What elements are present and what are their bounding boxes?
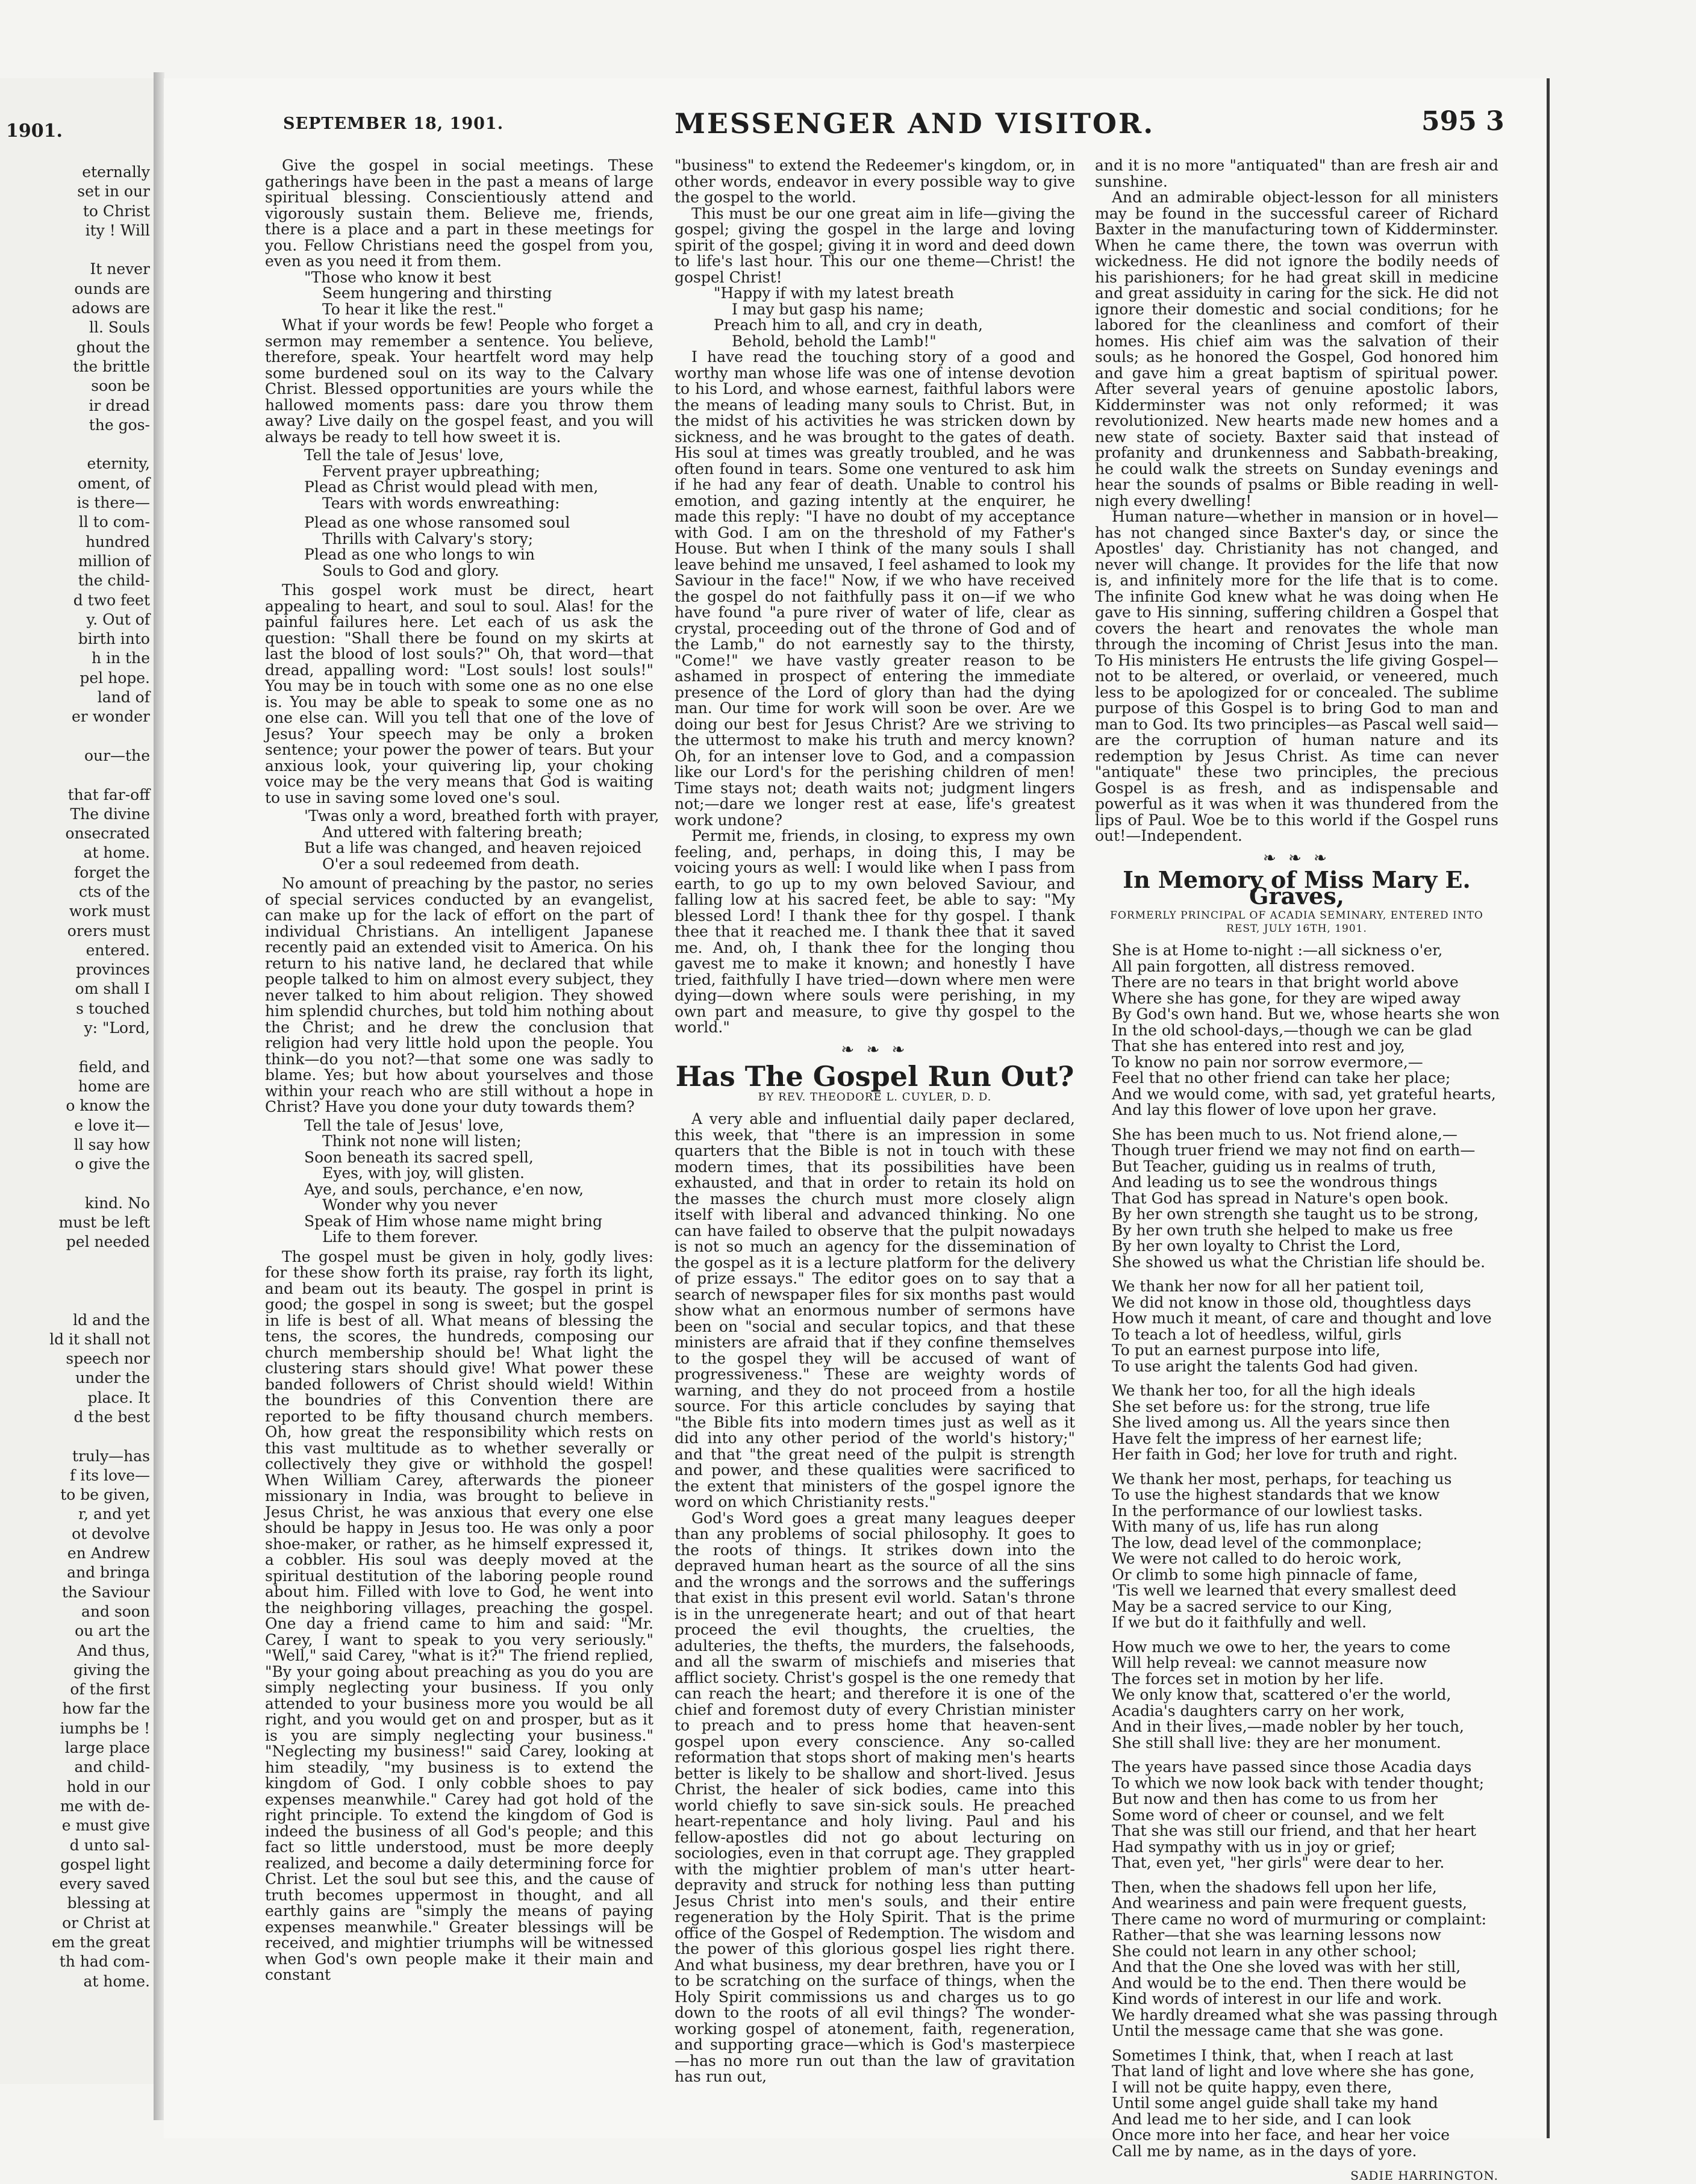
adjacent-text-line: and bringa	[67, 1564, 150, 1582]
adjacent-text-line: ld and the	[73, 1311, 150, 1329]
verse	[265, 270, 653, 318]
column-1	[265, 157, 659, 1983]
adjacent-text-line: giving the	[73, 1661, 150, 1679]
verse-line: With many of us, life has run along	[1112, 1518, 1379, 1535]
verse-line: Then, when the shadows fell upon her life,	[1112, 1878, 1437, 1896]
adjacent-text-line	[49, 240, 150, 260]
adjacent-text-line: under the	[75, 1369, 150, 1387]
paragraph: This must be our one great aim in life—giving the gospel; giving the gospel in the large and loving spirit of the gospel; giving it in word and deed down to life's last hour. This our one theme—Christ! the gospel Christ!	[675, 204, 1075, 286]
adjacent-text-line: It never	[90, 260, 150, 278]
ornament: ❧ ❧ ❧	[841, 1040, 909, 1059]
stanza	[1095, 1880, 1498, 2039]
verse-line: The years have passed since those Acadia days	[1112, 1758, 1472, 1776]
verse-line: "Those who know it best	[304, 268, 491, 286]
adjacent-text-line	[49, 1291, 150, 1310]
adjacent-text-line: that far-off	[67, 785, 150, 803]
adjacent-text-line: gospel light	[60, 1855, 150, 1873]
adjacent-text-line: d two feet	[73, 591, 150, 609]
poem-signature: SADIE HARRINGTON.	[1350, 2168, 1498, 2183]
verse-line: Once more into her face, and hear her voice	[1112, 2126, 1450, 2144]
adjacent-text-line: onsecrated	[65, 825, 150, 843]
adjacent-text-line: y: "Lord,	[84, 1019, 150, 1037]
paragraph: And an admirable object-lesson for all ministers may be found in the successful career of Richard Baxter in the manufacturing town of Kidderminster. When he came there, the town was overrun with wickedness. He did not ignore the bodily needs of his parishioners; for he had great skill in medicine and great assiduity in caring for the sick. He did not ignore their domestic and social conditions; for he labored for the cleanliness and comfort of their homes. His chief aim was the salvation of their souls; as he honored the Gospel, God honored him and gave him a great baptism of spiritual power. After several years of genuine apostolic labors, Kidderminster was not only reformed; it was revolutionized. New hearts made new homes and a new state of society. Baxter said that instead of profanity and drunkenness and Sabbath-breaking, he could walk the streets on Sunday evenings and hear the sounds of psalms or Bible reading in well-nigh every dwelling!	[1095, 189, 1498, 510]
adjacent-text-line: our—the	[84, 746, 150, 764]
adjacent-text-line: th had com-	[59, 1953, 150, 1971]
adjacent-text-line: how far the	[62, 1700, 150, 1718]
adjacent-text-line: ot devolve	[72, 1524, 150, 1543]
verse-line: Had sympathy with us in joy or grief;	[1112, 1838, 1396, 1856]
article-byline: BY REV. THEODORE L. CUYLER, D. D.	[758, 1090, 992, 1103]
verse-line: That she was still our friend, and that her heart	[1112, 1822, 1476, 1839]
adjacent-text-line: to be given,	[60, 1486, 150, 1504]
paragraph: God's Word goes a great many leagues deeper than any problems of social philosophy. It goes to the roots of things. It strikes down into the depraved human heart as the source of all the sins and the wrongs and the sorrows and the sufferings that exist in this present evil world. Satan's throne is in the unregenerate heart; and out of that heart proceed the evil thoughts, the cruelties, the adulteries, the thefts, the murders, the falsehoods, and all the swarm of mischiefs and miseries that afflict society. Christ's gospel is the one remedy that can reach the heart; and therefore it is one of the chief and foremost duty of every Christian minister to preach and to press home that heaven-sent gospel upon every conscience. Any so-called reformation that stops short of making men's hearts better is likely to be shallow and short-lived. Jesus Christ, the healer of sick bodies, came into this world chiefly to save sin-sick souls. He preached heart-repentance and holy living. Paul and his fellow-apostles did not go about lecturing on sociologies, even in that corrupt age. They grappled with the mightier problem of man's utter heart-depravity and struck for nothing less than putting Jesus Christ into men's souls, and their entire regeneration by the Holy Spirit. That is the prime office of the Gospel of Redemption. The wisdom and the power of this glorious gospel lies right there. And what business, my dear brethren, have you or I to be scratching on the surface of things, when the Holy Spirit commissions us and charges us to go down to the roots of all evil things? The wonder-working gospel of atonement, faith, regeneration, and supporting grace—which is God's masterpiece—has no more run out than the law of gravitation has run out,	[675, 1509, 1075, 2085]
verse-line: We thank her too, for all the high ideals	[1112, 1382, 1416, 1399]
adjacent-text-line: eternity,	[87, 455, 150, 473]
paragraph: Permit me, friends, in closing, to express my own feeling, and, perhaps, in doing this, I may be voicing yours as well: I would like when I pass from earth, to go up to my own beloved Saviour, and falling low at his sacred feet, be able to say: "My blessed Lord! I thank thee for thy gospel. I thank thee that it reached me. I thank thee that it saved me. And, oh, I thank thee for the longing thou gavest me to make it known; and honestly I have tried, faithfully I have tried—down where men were dying—down where souls were perishing, in my own part and measure, to give thy gospel to the world."	[675, 827, 1075, 1036]
adjacent-text-line: o know the	[66, 1097, 150, 1115]
verse-line: And leading us to see the wondrous things	[1112, 1173, 1438, 1191]
verse-line: And we would come, with sad, yet grateful hearts,	[1112, 1085, 1496, 1103]
adjacent-text-line	[49, 766, 150, 785]
verse-line: How much it meant, of care and thought and love	[1112, 1309, 1492, 1327]
paragraph: Give the gospel in social meetings. These gatherings have been in the past a means of large spiritual blessing. Conscientiously attend and vigorously sustain them. Believe me, friends, there is a place and a part in these meetings for you. Fellow Christians need the gospel from you, even as you need it from them.	[265, 157, 653, 270]
verse-line: And weariness and pain were frequent guests,	[1112, 1894, 1467, 1912]
adjacent-text-line: The divine	[70, 805, 150, 823]
verse-line: Acadia's daughters carry on her work,	[1112, 1702, 1405, 1720]
adjacent-text-line: of the first	[70, 1680, 150, 1699]
adjacent-text-line: truly—has	[72, 1447, 150, 1465]
paragraph: I have read the touching story of a good and worthy man whose life was one of intense devotion to his Lord, and whose earnest, faithful labors were the means of leading many souls to Christ. But, in the midst of his activities he was stricken down by sickness, and he was brought to the gates of death. His soul at times was greatly troubled, and he was often found in tears. Some one ventured to ask him if he had any fear of death. Unable to control his emotion, and gazing intently at the enquirer, he made this reply: "I have no doubt of my acceptance with God. I am on the threshold of my Father's House. But when I think of the many souls I shall leave behind me unsaved, I feel ashamed to look my Saviour in the face!" Now, if we who have received the gospel do not faithfully pass it on—if we who have found "a pure river of water of life, clear as crystal, proceeding out of the throne of God and of the Lamb," do not earnestly say to the thirsty, "Come!" we have vastly greater reason to be ashamed in prospect of entering the immediate presence of the Lord of glory than had the dying man. Our time for work will soon be over. Are we doing our best for Jesus Christ? Are we striving to the uttermost to make his truth and mercy known? Oh, for an intenser love to God, and a compassion like our Lord's for the perishing children of men! Time stays not; death waits not; judgment lingers not;—dare we longer rest at ease, life's greatest work undone?	[675, 348, 1075, 829]
verse-line: Though truer friend we may not find on earth—	[1112, 1141, 1476, 1159]
paragraph: The gospel must be given in holy, godly lives: for these show forth its praise, ray forth its light, and beam out its beauty. The gospel in print is good; the gospel in song is sweet; but the gospel in life is best of all. What means of blessing the tens, the scores, the hundreds, composing our church membership should be! What light the clustering stars should give! What power these banded followers of Christ should wield! Within the boundries of this Convention there are reported to be fifty thousand church members. Oh, how great the responsibility which rests on this vast multitude as to whether severally or collectively they give or withhold the gospel! When William Carey, afterwards the pioneer missionary in India, was brought to believe in Jesus Christ, he was anxious that every one else should be happy in Jesus too. He was only a poor shoe-maker, or rather, as he himself expressed it, a cobbler. His soul was deeply moved at the spiritual destitution of the laboring people round about him. Filled with love to God, he went into the neighboring villages, preaching the gospel. One day a friend came to him and said: "Mr. Carey, I want to speak to you very seriously." "Well," said Carey, "what is it?" The friend replied, "By your going about preaching as you do you are simply neglecting your business. If you only attended to your business more you would be all right, and you would get on and prosper, but as it is you are simply neglecting your business." "Neglecting my business!" said Carey, looking at him steadily, "my business is to extend the kingdom of God. I only cobble shoes to pay expenses meanwhile." Carey had got hold of the right principle. To extend the kingdom of God is indeed the business of all God's people; and this fact so little understood, must be more deeply realized, and become a daily determining force for Christ. Let the soul but see this, and the cause of truth becomes uppermost in thought, and all earthly gains are "simply the means of paying expenses meanwhile." Greater blessings will be received, and mightier triumphs will be witnessed when God's own people make it their main and constant	[265, 1247, 653, 1983]
verse-line: And would be to the end. Then there would be	[1112, 1974, 1467, 1992]
header-date: SEPTEMBER 18, 1901.	[283, 114, 504, 133]
adjacent-text-line: must be left	[58, 1214, 150, 1232]
verse-line: There came no word of murmuring or complaint:	[1112, 1910, 1487, 1928]
verse-line: Kind words of interest in our life and work.	[1112, 1990, 1442, 2008]
verse-line: We hardly dreamed what she was passing through	[1112, 2006, 1498, 2024]
adjacent-text-line: home are	[78, 1077, 150, 1095]
paragraph: No amount of preaching by the pastor, no series of special services conducted by an evangelist, can make up for the lack of effort on the part of individual Christians. An intelligent Japanese recently paid an extended visit to America. On his return to his native land, he declared that while people talked to him on almost every subject, they never talked to him about religion. They showed him splendid churches, but told him nothing about the Christ; and he drew the conclusion that religion had very little hold upon the people. You think—do you not?—that some one was sadly to blame. Yes; but how about yourselves and those within your reach who are still without a hope in Christ? Have you done your duty towards them?	[265, 875, 653, 1115]
adjacent-text-line: field, and	[78, 1058, 150, 1076]
adjacent-text-line: pel hope.	[80, 669, 150, 687]
adjacent-text-line: adows are	[72, 299, 150, 317]
adjacent-text-line: iumphs be !	[60, 1719, 150, 1737]
adjacent-text-line: every saved	[59, 1875, 150, 1893]
verse-line: Speak of Him whose name might bring	[304, 1212, 603, 1230]
verse-line: There are no tears in that bright world above	[1112, 973, 1459, 991]
adjacent-text-line: em the great	[51, 1933, 150, 1952]
adjacent-text-line	[49, 1174, 150, 1193]
verse-line: Feel that no other friend can take her place;	[1112, 1069, 1451, 1087]
adjacent-text-line: eternally	[82, 163, 150, 181]
adjacent-text-line: the gos-	[89, 416, 150, 434]
verse-line: Plead as one whose ransomed soul	[304, 514, 570, 531]
verse-line: And in their lives,—made nobler by her touch,	[1112, 1718, 1464, 1735]
adjacent-text-line: set in our	[77, 183, 150, 201]
adjacent-text-line: e love it—	[74, 1116, 150, 1134]
adjacent-text-line	[49, 1427, 150, 1446]
column-3	[1095, 158, 1498, 2184]
verse-line: "Happy if with my latest breath	[714, 284, 955, 302]
paragraph: This gospel work must be direct, heart appealing to heart, and soul to soul. Alas! for the painful failures here. Let each of us ask the question: "Shall there be found on my skirts at last the blood of lost souls?" Oh, that word—that dread, appalling word: "Lost souls! lost souls!" You may be in touch with some one as no one else is. You may be able to speak to some one as no one else can. Will you tell that one of the love of Jesus? Your speech may be only a broken sentence; your power the power of tears. But your anxious look, your quivering lip, your choking voice may be the very means that God is waiting to use in saving some loved one's soul.	[265, 581, 653, 807]
verse	[265, 807, 659, 873]
verse-line: And lead me to her side, and I can look	[1112, 2110, 1411, 2128]
adjacent-text-line: d unto sal-	[69, 1836, 150, 1854]
verse-line: She lived among us. All the years since then	[1112, 1414, 1450, 1431]
verse-line: That, even yet, "her girls" were dear to her.	[1112, 1854, 1445, 1871]
adjacent-text-line: ou art the	[75, 1622, 150, 1640]
verse-line: May be a sacred service to our King,	[1112, 1597, 1392, 1615]
verse-line: To which we now look back with tender thought;	[1112, 1774, 1485, 1792]
adjacent-text-line: s touched	[76, 999, 150, 1017]
adjacent-text-line: and child-	[74, 1758, 150, 1776]
stanza	[1095, 1471, 1498, 1631]
adjacent-text-line: en Andrew	[67, 1544, 150, 1562]
stanza	[1095, 1640, 1498, 1752]
verse-line: We were not called to do heroic work,	[1112, 1550, 1402, 1567]
verse-line: How much we owe to her, the years to come	[1112, 1638, 1451, 1656]
poem-subheading: FORMERLY PRINCIPAL OF ACADIA SEMINARY, ENTERED INTO REST, JULY 16TH, 1901.	[1110, 909, 1483, 935]
adjacent-text-line: and soon	[81, 1602, 150, 1620]
adjacent-text-line: work must	[69, 902, 150, 920]
verse-line: Aye, and souls, perchance, e'en now,	[304, 1180, 584, 1198]
verse-line: Until the message came that she was gone.	[1112, 2022, 1444, 2039]
verse-line: By her own loyalty to Christ the Lord,	[1112, 1237, 1401, 1255]
verse-line: Plead as Christ would plead with men,	[304, 478, 599, 496]
verse-line: But a life was changed, and heaven rejoiced	[304, 839, 642, 856]
column-2	[675, 158, 1075, 2085]
verse	[265, 1118, 653, 1246]
verse-line: Plead as one who longs to win	[304, 546, 535, 563]
verse-line: She showed us what the Christian life should be.	[1112, 1253, 1486, 1271]
adjacent-text-line: ll. Souls	[89, 319, 150, 337]
adjacent-text-line: o give the	[75, 1155, 150, 1173]
verse-line: That she has entered into rest and joy,	[1112, 1037, 1405, 1055]
verse-line: And uttered with faltering breath;	[322, 823, 583, 841]
adjacent-text-line: provinces	[76, 961, 150, 979]
page-fold	[154, 72, 164, 2120]
adjacent-text-line: at home.	[83, 1972, 150, 1990]
poem-headline: In Memory of Miss Mary E. Graves,	[1123, 866, 1471, 909]
adjacent-text-line: ll say how	[73, 1135, 150, 1153]
verse-line: She set before us: for the strong, true life	[1112, 1397, 1430, 1415]
verse-line: Think not none will listen;	[322, 1132, 522, 1150]
verse-line: If we but do it faithfully and well.	[1112, 1614, 1367, 1631]
adjacent-text-line: oment, of	[78, 474, 150, 492]
page-number: 595 3	[1421, 106, 1504, 137]
masthead-title: MESSENGER AND VISITOR.	[675, 107, 1155, 140]
verse-line: Or climb to some high pinnacle of fame,	[1112, 1565, 1418, 1583]
adjacent-text-line: e must give	[61, 1817, 150, 1835]
adjacent-text-line: ghout the	[76, 338, 150, 356]
verse-line: Where she has gone, for they are wiped away	[1112, 989, 1461, 1007]
verse-line: We only know that, scattered o'er the world,	[1112, 1686, 1451, 1703]
verse-line: I will not be quite happy, even there,	[1112, 2078, 1392, 2096]
adjacent-text-line: place. It	[87, 1388, 150, 1406]
verse-line: By her own truth she helped to make us free	[1112, 1221, 1453, 1239]
verse-line: O'er a soul redeemed from death.	[322, 855, 580, 873]
verse-line: By God's own hand. But we, whose hearts she won	[1112, 1005, 1500, 1023]
verse-line: 'Tis well we learned that every smallest deed	[1112, 1582, 1457, 1599]
adjacent-text-line: the Saviour	[61, 1583, 150, 1601]
adjacent-text-line: And thus,	[76, 1641, 150, 1659]
paragraph: and it is no more "antiquated" than are fresh air and sunshine.	[1095, 157, 1498, 190]
adjacent-text-line	[49, 1252, 150, 1271]
stanza	[1095, 1759, 1498, 1871]
adjacent-text-line: r, and yet	[78, 1505, 150, 1523]
verse-line: All pain forgotten, all distress removed.	[1112, 957, 1415, 975]
verse-line: Life to them forever.	[322, 1228, 479, 1246]
verse-line: Fervent prayer upbreathing;	[322, 462, 540, 480]
verse-line: Tell the tale of Jesus' love,	[304, 1116, 504, 1134]
adjacent-text-line: forget the	[74, 863, 150, 881]
verse	[265, 448, 653, 511]
verse-line: But now and then has come to us from her	[1112, 1790, 1438, 1808]
verse-line: That land of light and love where she has gone,	[1112, 2062, 1475, 2080]
adjacent-text-line: birth into	[78, 630, 150, 648]
memorial-poem	[1095, 943, 1498, 2159]
adjacent-text-line	[49, 435, 150, 454]
adjacent-text-line: the brittle	[73, 357, 150, 375]
verse-line: Tears with words enwreathing:	[322, 494, 560, 512]
adjacent-text-line: hold in our	[66, 1777, 150, 1796]
adjacent-text-line: ld it shall not	[49, 1330, 150, 1348]
adjacent-text-line: land of	[97, 688, 150, 707]
verse-line: Souls to God and glory.	[322, 561, 499, 579]
verse-line: Have felt the impress of her earnest life;	[1112, 1429, 1423, 1447]
verse-line: By her own strength she taught us to be strong,	[1112, 1205, 1479, 1223]
adjacent-text-line: or Christ at	[62, 1914, 150, 1932]
stanza	[1095, 943, 1498, 1119]
article-headline: Has The Gospel Run Out?	[675, 1060, 1074, 1093]
adjacent-text-line: the child-	[78, 572, 150, 590]
adjacent-text-line: ounds are	[74, 279, 150, 298]
adjacent-text-line	[49, 1271, 150, 1291]
verse-line: Call me by name, as in the days of yore.	[1112, 2142, 1417, 2160]
adjacent-text-line: ir dread	[89, 396, 150, 414]
verse	[675, 285, 1075, 349]
stanza	[1095, 1127, 1498, 1271]
verse-line: The forces set in motion by her life.	[1112, 1670, 1384, 1688]
adjacent-text-line: y. Out of	[86, 610, 150, 628]
adjacent-text-line: h in the	[91, 649, 150, 667]
verse-line: In the old school-days,—though we can be glad	[1112, 1021, 1473, 1039]
verse-line: Rather—that she was learning lessons now	[1112, 1926, 1441, 1944]
verse-line: But Teacher, guiding us in realms of truth,	[1112, 1157, 1436, 1175]
adjacent-text-line: me with de-	[60, 1797, 150, 1815]
verse-line: Soon beneath its sacred spell,	[304, 1148, 534, 1166]
verse-line: To use the highest standards that we know	[1112, 1486, 1440, 1503]
verse-line: The low, dead level of the commonplace;	[1112, 1533, 1423, 1552]
verse-line: We did not know in those old, thoughtless days	[1112, 1293, 1471, 1311]
adjacent-text-line	[49, 727, 150, 746]
adjacent-page-strip	[0, 78, 155, 2084]
adjacent-page-header: 1901.	[6, 120, 63, 142]
adjacent-text-line: ity ! Will	[85, 221, 150, 239]
adjacent-text-line: cts of the	[78, 882, 150, 900]
verse-line: We thank her now for all her patient toil,	[1112, 1278, 1424, 1295]
paragraph: Human nature—whether in mansion or in hovel—has not changed since Baxter's day, or since the Apostles' day. Christianity has not changed, and never will change. It provides for the life that now is, and infinitely more for the life that is to come. The infinite God knew what he was doing when He gave to His sinning, suffering children a Gospel that covers the heart and renovates the whole man through the incoming of Christ Jesus into the man. To His ministers He entrusts the life giving Gospel—not to be altered, or overlaid, or veneered, much less to be apologized for or concealed. The sublime purpose of this Gospel is to bring God to man and man to God. Its two principles—as Pascal well said—are the corruption of human nature and its redemption by Jesus Christ. As time can never "antiquate" these two principles, the precious Gospel is as fresh, and as indispensable and powerful as it was when it was thundered from the lips of Paul. Woe be to this world if the Gospel runs out!—Independent.	[1095, 508, 1498, 844]
verse-line: She is at Home to-night :—all sickness o'er,	[1112, 941, 1443, 959]
stanza	[1095, 1383, 1498, 1463]
verse-line: She has been much to us. Not friend alone,—	[1112, 1125, 1458, 1143]
adjacent-text-line: blessing at	[67, 1894, 150, 1912]
verse	[265, 515, 653, 579]
adjacent-page-text	[49, 163, 150, 1991]
adjacent-text-line: d the best	[73, 1408, 150, 1426]
verse-line: Will help reveal: we cannot measure now	[1112, 1654, 1427, 1671]
adjacent-text-line: to Christ	[83, 202, 150, 220]
verse-line: To put an earnest purpose into life,	[1112, 1341, 1380, 1359]
verse-line: And that the One she loved was with her still,	[1112, 1958, 1461, 1976]
adjacent-text-line: om shall I	[75, 980, 150, 998]
stanza	[1095, 2048, 1498, 2160]
verse-line: In the performance of our lowliest tasks.	[1112, 1502, 1423, 1520]
adjacent-text-line: er wonder	[72, 708, 150, 726]
verse-line: Seem hungering and thirsting	[322, 284, 552, 302]
verse-line: Tell the tale of Jesus' love,	[304, 446, 504, 464]
adjacent-text-line: ll to com-	[78, 513, 150, 531]
adjacent-text-line: million of	[78, 552, 150, 570]
adjacent-text-line: hundred	[85, 532, 150, 551]
verse-line: To know no pain nor sorrow evermore,—	[1112, 1053, 1423, 1071]
verse-line: 'Twas only a word, breathed forth with prayer,	[304, 807, 659, 825]
verse-line: Her faith in God; her love for truth and right.	[1112, 1446, 1458, 1463]
verse-line: Until some angel guide shall take my hand	[1112, 2094, 1438, 2112]
verse-line: She still shall live: they are her monument.	[1112, 1733, 1441, 1752]
adjacent-text-line: orers must	[67, 922, 150, 940]
verse-line: Behold, behold the Lamb!"	[732, 332, 937, 350]
adjacent-text-line: speech nor	[66, 1350, 150, 1368]
adjacent-text-line: f its love—	[70, 1466, 150, 1484]
adjacent-text-line: is there—	[76, 494, 150, 512]
verse-line: Preach him to all, and cry in death,	[714, 316, 983, 334]
adjacent-text-line: large place	[64, 1739, 150, 1757]
verse-line: She could not learn in any other school;	[1112, 1942, 1417, 1960]
adjacent-text-line: soon be	[91, 377, 150, 395]
verse-line: That God has spread in Nature's open book.	[1112, 1189, 1449, 1207]
adjacent-text-line	[49, 1038, 150, 1057]
stanza	[1095, 1279, 1498, 1374]
verse-line: Some word of cheer or counsel, and we felt	[1112, 1806, 1444, 1824]
verse-line: Eyes, with joy, will glisten.	[322, 1164, 525, 1182]
adjacent-text-line: pel needed	[66, 1233, 150, 1251]
paragraph: "business" to extend the Redeemer's kingdom, or, in other words, endeavor in every possible way to give the gospel to the world.	[675, 157, 1075, 206]
adjacent-text-line: at home.	[83, 844, 150, 862]
verse-line: We thank her most, perhaps, for teaching us	[1112, 1470, 1452, 1488]
paragraph: A very able and influential daily paper declared, this week, that "there is an impression in some quarters that the Bible is not in touch with these modern times, that its possibilities have been exhausted, and that in order to retain its hold on the masses the church must more closely align itself with liberal and advanced thinking. No one can have failed to observe that the pulpit nowadays is not so much an agency for the dissemination of the gospel as it is a lecture platform for the delivery of prize essays." The editor goes on to say that a search of newspaper files for six months past would show what an enormous number of sermons have been on "social and secular topics, and that these ministers are afraid that if they confine themselves to the gospel they will be accused of want of progressiveness." These are weighty words of warning, and they do not proceed from a hostile source. For this article concludes by saying that "the Bible fits into modern times just as well as it did into any other period of the world's history;" and that "the great need of the pulpit is strength and power, and these qualities were sacrificed to the extent that ministers of the gospel ignore the word on which Christianity rests."	[675, 1110, 1075, 1511]
verse-line: Sometimes I think, that, when I reach at last	[1112, 2046, 1453, 2064]
verse-line: Wonder why you never	[322, 1196, 497, 1214]
adjacent-text-line: kind. No	[84, 1194, 150, 1212]
verse-line: To hear it like the rest."	[322, 300, 504, 318]
paragraph: What if your words be few! People who forget a sermon may remember a sentence. You believe, therefore, speak. Your heartfelt word may help some burdened soul on its way to the Calvary Christ. Blessed opportunities are yours while the hallowed moments pass: dare you throw them away? Live daily on the gospel feast, and you will always be ready to tell how sweet it is.	[265, 316, 653, 446]
verse-line: To use aright the talents God had given.	[1112, 1357, 1418, 1375]
verse-line: And lay this flower of love upon her grave.	[1112, 1101, 1437, 1119]
verse-line: Thrills with Calvary's story;	[322, 529, 534, 548]
verse-line: I may but gasp his name;	[732, 300, 924, 318]
ornament: ❧ ❧ ❧	[1263, 849, 1330, 867]
adjacent-text-line: entered.	[86, 941, 150, 959]
verse-line: To teach a lot of heedless, wilful, girls	[1112, 1325, 1402, 1343]
